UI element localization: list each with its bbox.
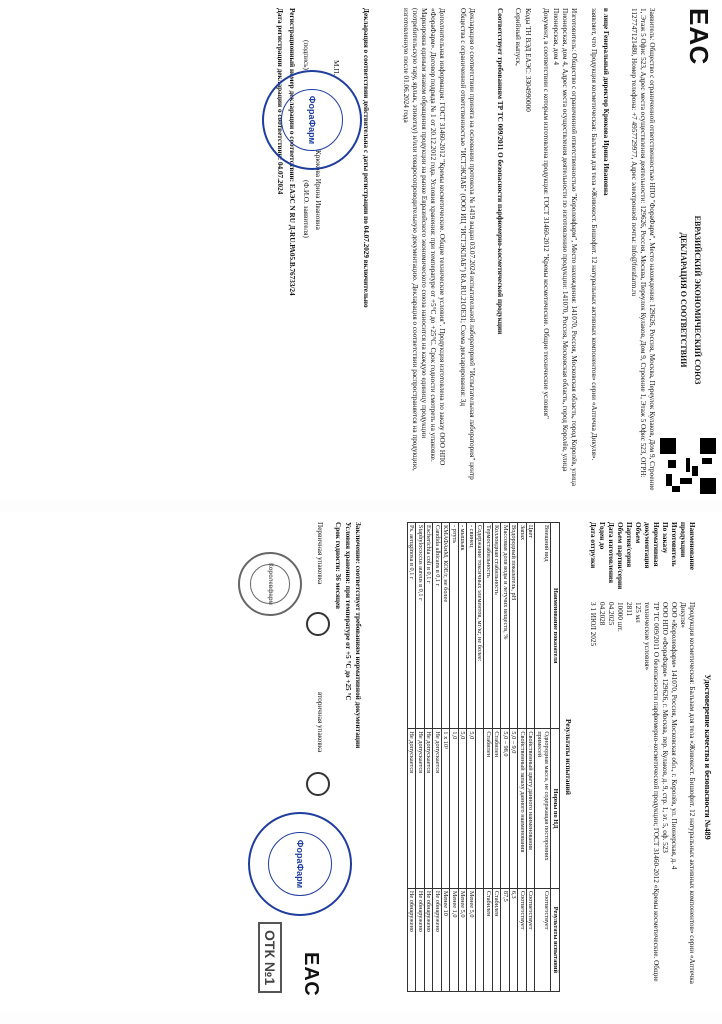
table-cell: Массовая доля воды и летучих веществ, % bbox=[501, 523, 510, 729]
info-row: По заказу ООО НПО «ФораФарм» 129626, г. Москва, пер. Кулаков, д. 9, стр. 1, эт. 5, оф. 523 bbox=[661, 522, 669, 853]
table-row bbox=[408, 523, 417, 992]
table-row bbox=[425, 523, 434, 992]
table-cell: 1,0 bbox=[450, 729, 459, 888]
table-cell: Коллоидная стабильность bbox=[493, 523, 502, 729]
table-cell: Соответствует bbox=[535, 888, 551, 991]
table-row bbox=[433, 523, 442, 992]
table-cell: 5,0 bbox=[467, 729, 476, 888]
otk-stamp: ОТК №1 bbox=[258, 922, 282, 993]
table-row bbox=[518, 523, 527, 992]
manufacturer-text: Изготовитель: Общество с ограниченной ответственностью "Королевфарм", Место нахождения: 141070, Россия, Московская область, город Королёв, улица Пионерская, дом 4, Адрес места осуществления деятельности по изготовлению продукции: 141070, Россия, Московская область, город Королёв, улица Пионерская, дом 4 bbox=[552, 8, 578, 486]
document-text: Документ, в соответствии с которым изготовлена продукция: ГОСТ 31460-2012 "Кремы косметические. Общие технические условия" bbox=[542, 8, 550, 419]
table-row bbox=[501, 523, 510, 992]
table-cell: 6,3 bbox=[510, 888, 519, 991]
recycle-icon bbox=[306, 612, 330, 636]
table-cell: 87,5 bbox=[501, 888, 510, 991]
table-row bbox=[442, 523, 451, 992]
table-cell: Staphylococcus aureus в 0,1 г bbox=[416, 523, 425, 729]
table-cell: Свойственный цвету данного наименования bbox=[527, 729, 536, 888]
table-cell: Не допускается bbox=[425, 729, 434, 888]
table-row bbox=[484, 523, 493, 992]
info-row: Дата отгрузки 3 1 ИЮЛ 2025 bbox=[589, 522, 597, 647]
union-title: ЕВРАЗИЙСКИЙ ЭКОНОМИЧЕСКИЙ СОЮЗ bbox=[693, 215, 702, 385]
table-row bbox=[527, 523, 536, 992]
table-cell: - ртуть bbox=[450, 523, 459, 729]
table-row bbox=[510, 523, 519, 992]
table-cell: Менее 5,0 bbox=[459, 888, 468, 991]
table-cell: Стабилен bbox=[484, 729, 493, 888]
reg-number-label: Регистрационный номер декларации о соответствии: bbox=[288, 8, 296, 183]
company-stamp-icon: ФораФарм bbox=[262, 70, 362, 170]
table-cell: Не обнаружено bbox=[425, 888, 434, 991]
table-cell: Не допускается bbox=[433, 729, 442, 888]
basis-text: Декларация о соответствии принята на основании протокола № 1419 выдан 03.07.2024 испытательной лабораторией "Испытательная лаборатория" центр Общества с ограниченной ответственностью "ИСТЭКЛАБ" (ООО ИЦ "ИСТЭКЛАБ") RA.RU.21ОЕ31; Схема декларирования: 3д bbox=[459, 8, 476, 480]
table-cell bbox=[476, 729, 485, 888]
table-cell: Не допускается bbox=[408, 729, 417, 888]
secondary-packaging-text: вторичная упаковка bbox=[316, 692, 324, 753]
table-cell: Ps. aeruginosa в 0,1 г bbox=[408, 523, 417, 729]
table-row bbox=[535, 523, 551, 992]
table-cell: - мышьяк bbox=[459, 523, 468, 729]
korolevfarm-stamp-icon: Королевфарм bbox=[238, 552, 302, 616]
forafarm-stamp-icon bbox=[248, 812, 352, 916]
signer-name: Крюкова Ирина Ивановна bbox=[314, 150, 322, 230]
results-title: Результаты испытаний bbox=[564, 719, 572, 795]
table-cell: Менее 1,0 bbox=[450, 888, 459, 991]
certificate-title: Удостоверение качества и безопасности №489 bbox=[703, 674, 712, 840]
table-cell: Однородная масса, не содержащая посторонних примесей bbox=[535, 729, 551, 888]
table-cell: Не обнаружено bbox=[433, 888, 442, 991]
table-cell: Содержание токсичных элементов, мг/кг, не более: bbox=[476, 523, 485, 729]
table-cell: Внешний вид bbox=[535, 523, 551, 729]
table-cell: Запах bbox=[518, 523, 527, 729]
table-cell: Стабилен bbox=[493, 888, 502, 991]
table-cell: Стабилен bbox=[493, 729, 502, 888]
info-row: Изготовитель ООО «Королевфарм» 141070, Россия, Московская обл., г. Королёв, ул. Пионерская, д. 4 bbox=[670, 522, 678, 870]
conclusion-text: Заключение: соответствует требованиям нормативной документации bbox=[354, 522, 362, 749]
eac-logo: ЕАС bbox=[684, 8, 714, 66]
sign-caption: (подпись) bbox=[302, 40, 310, 70]
table-row bbox=[476, 523, 485, 992]
valid-text: Декларация о соответствии действительна с даты регистрации по 04.07.2029 включительно bbox=[362, 8, 370, 308]
table-cell: Не обнаружено bbox=[408, 888, 417, 991]
applicant-text: Заявитель: Общество с ограниченной ответственностью НПО "ФораФарм", Место нахождения: 129626, Россия, Москва, Переулок Кулаков, Дом 9, Строение 1, Этаж 5 Офис 523, Адрес места осуществления деятельности: 129626, Россия, Москва, Переулок Кулаков, Дом 9, Строение 1, Этаж 5 Офис 523, ОГРН: 1127747121480, Номер телефона: +7 4957729977, Адрес электронной почты: info@forafarm.ru bbox=[630, 8, 656, 491]
table-cell: Не допускается bbox=[416, 729, 425, 888]
table-cell: Candida albicans в 0,1 г bbox=[433, 523, 442, 729]
info-row: Дата изготовления 04.2025 bbox=[607, 522, 615, 626]
info-row: Партия/серия 2811 bbox=[625, 522, 633, 617]
series-text: Серийный выпуск, bbox=[514, 8, 522, 66]
info-row: Объем партии/серии 10000 шт. bbox=[616, 522, 624, 632]
stamp-label: ФораФарм bbox=[268, 832, 332, 896]
qr-code-icon bbox=[660, 438, 716, 494]
results-table bbox=[407, 522, 560, 992]
table-cell: Стабилен bbox=[484, 888, 493, 991]
name-caption: (Ф.И.О. заявителя) bbox=[302, 180, 310, 238]
claims-text: заявляет, что Продукция косметическая: Бальзам для тела «Живокост. Бишофит. 12 натуральных активных компонентов» серии «Аптечка Дикуля». bbox=[590, 8, 598, 461]
table-cell: Термостабильность bbox=[484, 523, 493, 729]
info-row: Нормативная документация ТР ТС 009/2011 О безопасности парфюмерно-косметической продукции; ГОСТ 31460-2012 «Кремы косметические. Общие технические условия» bbox=[643, 522, 660, 982]
table-cell: 1 х 10³ bbox=[442, 729, 451, 888]
certificate-info bbox=[588, 522, 696, 992]
table-header-row: Наименование показателя Нормы по НД Результаты испытаний bbox=[551, 523, 560, 992]
table-cell: Менее 10 bbox=[442, 888, 451, 991]
reg-number: ЕАЭС N RU Д-RU.РА05.В.76733/24 bbox=[288, 183, 296, 296]
reg-date-label: Дата регистрации декларации о соответствии: bbox=[276, 8, 284, 161]
declaration-page bbox=[0, 0, 722, 500]
additional-text: Дополнительная информация: ГОСТ 31460-2012 "Кремы косметические. Общие технические условия". Продукция изготовлена по заказу ООО НПО «ФораФарм». Договор подряда № 1 от 20.12.2012 года. Условия хранения: при температуре от +5°C до +25°C. Срок годности смотреть на упаковке. Маркировка единым знаком обращения продукции на рынке Евразийского экономического союза наносится на каждую единицу продукции (потребительскую тару, ярлык, этикетку) и/или товаросопроводительную документацию. Декларация о соответствии распространяется на продукцию, изготовленную после 01.06.2024 года bbox=[402, 8, 446, 471]
table-cell: - свинец bbox=[467, 523, 476, 729]
eac-logo-small: ЕАС bbox=[300, 952, 322, 997]
info-row: Объем 125 мл bbox=[634, 522, 642, 623]
info-row: Наименование продукции Продукция косметическая: Бальзам для тела «Живокост. Бишофит. 12 натуральных активных компонентов» серии «Аптечка Дикуля» bbox=[679, 522, 696, 984]
table-cell: 5,0 – 9,0 bbox=[510, 729, 519, 888]
table-cell: 5,0 bbox=[459, 729, 468, 888]
table-cell: Свойственный запаху данного наименования bbox=[518, 729, 527, 888]
info-row: Годен до 04.2028 bbox=[598, 522, 606, 626]
table-row bbox=[467, 523, 476, 992]
table-cell: Escherichia coli в 0,1 г bbox=[425, 523, 434, 729]
table-cell: Не обнаружено bbox=[416, 888, 425, 991]
codes-text: Коды ТН ВЭД ЕАЭС: 3304990000 bbox=[524, 8, 532, 112]
mp-label: М.П. bbox=[332, 60, 340, 76]
table-cell: Соответствует bbox=[527, 888, 536, 991]
table-row bbox=[459, 523, 468, 992]
table-row bbox=[450, 523, 459, 992]
certificate-page bbox=[0, 512, 722, 1012]
table-cell: КМАФАнМ, КОЕ/г, не более bbox=[442, 523, 451, 729]
shelf-life-text: Срок годности: 36 месяцев bbox=[334, 522, 342, 610]
packaging-text: Первичная упаковка bbox=[316, 522, 324, 585]
table-row bbox=[416, 523, 425, 992]
table-cell: Менее 5,0 bbox=[467, 888, 476, 991]
reg-date: 04.07.2024 bbox=[276, 161, 284, 195]
table-cell: 5,0 – 98,0 bbox=[501, 729, 510, 888]
director-text: в лице Генеральный директор Крюкова Ирина Ивановна bbox=[602, 8, 610, 196]
conforms-text: Соответствует требованиям ТР ТС 009/2011 О безопасности парфюмерно-косметической продукции bbox=[496, 8, 504, 335]
declaration-title: ДЕКЛАРАЦИЯ О СООТВЕТСТВИИ bbox=[679, 232, 688, 368]
storage-text: Условия хранения: при температуре от +5 °С до +25 °С bbox=[344, 522, 352, 701]
table-cell: Водородный показатель, pH bbox=[510, 523, 519, 729]
table-cell bbox=[476, 888, 485, 991]
table-row bbox=[493, 523, 502, 992]
table-cell: Соответствует bbox=[518, 888, 527, 991]
recycle-icon bbox=[306, 772, 330, 796]
table-cell: Цвет bbox=[527, 523, 536, 729]
